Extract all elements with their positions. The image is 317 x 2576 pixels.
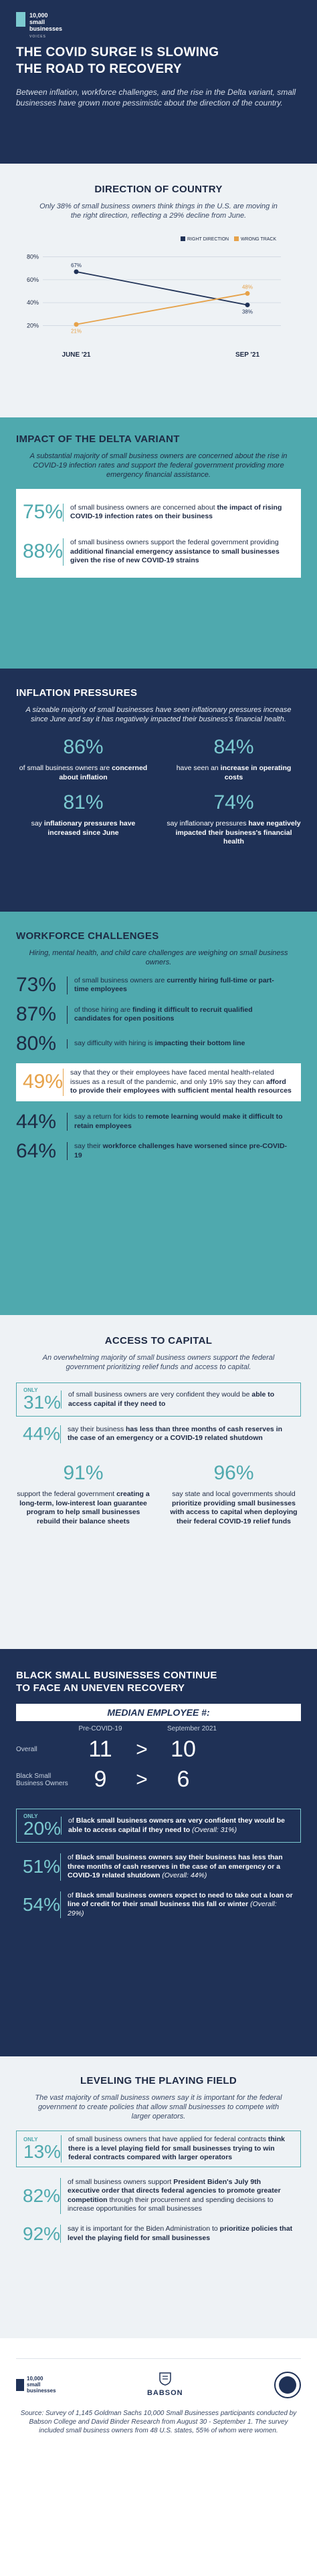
stat-item [167,791,301,847]
stat-percent: 54% [23,1893,61,1915]
stat-item [16,1003,301,1026]
logo-sub: VOICES [29,35,46,39]
x-tick-label: SEP '21 [235,351,260,359]
stat-text: of Black small business owners expect to need to take out a loan or line of credit for their small business this fall or winter (Overall: 29%) [60,1891,294,1919]
legend-swatch [234,236,239,241]
stat-percent: 51% [23,1856,61,1877]
stat-item [16,1033,301,1055]
stat-text: support the federal government creating a long-term, low-interest loan guarantee program to help small businesses rebuild their balance sheets [17,1490,150,1525]
section-title: DIRECTION OF COUNTRY [94,184,223,195]
data-label: 21% [70,328,82,335]
stat-percent: 84% [213,736,254,758]
y-tick-label: 80% [26,253,39,260]
stat-percent: 91% [63,1462,104,1484]
median-title: MEDIAN EMPLOYEE #: [16,1704,301,1721]
workforce-section [0,912,317,1315]
section-title: INFLATION PRESSURES [16,687,138,699]
logo-line: small [29,19,45,25]
stat-percent: 31% [23,1392,62,1413]
access-section [0,1315,317,1649]
series-line [76,293,247,324]
goldman-sachs-logo: 10,000 small businesses [16,2376,56,2394]
section-title: WORKFORCE CHALLENGES [16,930,159,942]
delta-stats [16,489,301,578]
header [0,0,317,164]
y-tick-label: 20% [26,322,39,329]
y-tick-label: 40% [26,299,39,307]
stat-text: say inflationary pressures have increased since June [31,819,136,837]
footer [0,2338,317,2576]
stat-percent: 88% [23,540,64,563]
access-grid [16,1462,301,1526]
stat-item [16,1111,301,1133]
only-label: ONLY [23,1387,38,1393]
data-point [245,291,250,296]
stat-item [16,791,150,847]
stat-percent: 20% [23,1818,62,1839]
delta-section [0,417,317,669]
series-line [76,272,247,305]
stat-percent: 86% [63,736,104,758]
stat-text: say it is important for the Biden Administration to prioritize policies that level the playing field for small businesses [60,2225,294,2243]
stat-text: of Black small business owners say their business has less than three months of cash reserves in the case of an emergency or a COVID-19 related shutdown (Overall: 44%) [60,1853,294,1881]
median-row: Overall 11 > 10 [16,1736,196,1762]
data-point [245,303,250,307]
stat-item [16,2178,301,2214]
section-intro: An overwhelming majority of small business owners support the federal government prioritizing relief funds and access to capital. [42,1354,275,1371]
stat-text: have seen an increase in operating costs [176,764,292,781]
section-title: BLACK SMALL BUSINESSES CONTINUE TO FACE AN UNEVEN RECOVERY [16,1670,217,1694]
stat-text: say difficulty with hiring is impacting their bottom line [67,1039,288,1049]
legend-label: WRONG TRACK [241,237,277,242]
stat-text: of small business owners support the federal government providing additional financial emergency assistance to small businesses given the rise of new COVID-19 strains [63,538,294,566]
circle-seal-icon [279,2376,296,2394]
logo-mark-icon [16,2379,24,2391]
x-tick-label: JUNE '21 [62,351,91,359]
stat-item [16,1425,301,1443]
stat-item [167,1462,301,1526]
stat-item [16,1140,301,1163]
only-label: ONLY [23,1813,38,1819]
data-point [74,322,79,327]
stat-text: of small business owners are currently hiring full-time or part-time employees [67,976,288,994]
stat-item [16,1809,301,1843]
stat-text: say their business has less than three months of cash reserves in the case of an emergency or a COVID-19 related shutdown [60,1425,294,1443]
section-title: LEVELING THE PLAYING FIELD [80,2075,237,2086]
logo-line: 10,000 [29,12,48,19]
section-intro: A sizeable majority of small businesses have seen inflationary pressures increase since June and say it has negatively impacted their business's financial health. [25,706,292,723]
stat-item [16,736,150,782]
stat-percent: 44% [23,1423,61,1444]
stat-text: of small business owners are very confident they would be able to access capital if they need to [61,1391,294,1409]
partner-logos [16,2358,301,2398]
section-title: ACCESS TO CAPITAL [104,1335,213,1346]
data-label: 67% [70,262,82,268]
stat-text: of small business owners are concerned about inflation [19,764,148,781]
stat-percent: 96% [213,1462,254,1484]
stat-item [16,974,301,996]
stat-item [167,736,301,782]
babson-logo: BABSON [147,2372,183,2397]
stat-percent: 82% [23,2185,61,2206]
data-label: 38% [241,309,253,315]
legend-label: RIGHT DIRECTION [187,237,229,242]
stat-percent: 74% [213,791,254,813]
section-intro: Only 38% of small business owners think things in the U.S. are moving in the right direction, reflecting a 29% decline from June. [39,202,278,220]
stat-text: of small business owners support President Biden's July 9th executive order that directs federal agencies to promote greater competition through their procurement and spending decisions to increase opportunities for small businesses [60,2178,294,2214]
stat-percent: 75% [23,501,64,523]
median-header: Pre-COVID-19 September 2021 [78,1725,217,1732]
black-business-section [0,1649,317,2056]
inflation-stats [16,736,301,847]
stat-item [16,534,301,570]
section-intro: The vast majority of small business owners say it is important for the federal government to create policies that allow small businesses to compete with larger operators. [35,2094,282,2121]
inflation-section [0,669,317,912]
median-row: Black Small Business Owners 9 > 6 [16,1767,190,1792]
page-title [16,44,301,77]
stat-text: of Black small business owners are very confident they would be able to access capital if they need to (Overall: 31%) [61,1817,294,1835]
highlight-stat [16,1063,301,1101]
stat-percent: 64% [16,1139,57,1162]
stat-percent: 44% [16,1110,57,1133]
stat-item [16,1383,301,1417]
stat-text: say a return for kids to remote learning would make it difficult to retain employees [67,1113,288,1131]
logo [16,12,301,39]
stat-text: of small business owners that have applied for federal contracts think there is a level playing field for small businesses trying to win federal contracts compared with larger operators [61,2135,294,2163]
logo-mark-icon [16,12,25,27]
stat-item [16,2131,301,2167]
header-intro: Between inflation, workforce challenges, and the rise in the Delta variant, small businesses have grown more pessimistic about the direction of the country. [16,87,296,108]
data-point [74,269,79,274]
leveling-section [0,2056,317,2338]
title-line: THE COVID SURGE IS SLOWING [16,45,219,59]
stat-item [16,1462,150,1526]
stat-percent: 87% [16,1003,57,1025]
stat-text: say their workforce challenges have worsened since pre-COVID-19 [67,1142,288,1160]
stat-item [16,1891,301,1919]
stat-text: say state and local governments should prioritize providing small businesses with access to capital when deploying their federal COVID-19 relief funds [170,1490,298,1525]
stat-item [16,2225,301,2243]
direction-section [0,164,317,417]
line-chart [16,231,301,371]
stat-percent: 81% [63,791,104,813]
stat-percent: 13% [23,2141,62,2162]
direction-chart [16,231,301,375]
stat-percent: 49% [23,1071,64,1093]
stat-text: of those hiring are finding it difficult to recruit qualified candidates for open positions [67,1006,288,1024]
section-title: IMPACT OF THE DELTA VARIANT [16,433,180,445]
section-intro: Hiring, mental health, and child care challenges are weighing on small business owners. [29,949,288,966]
section-intro: A substantial majority of small business owners are concerned about the rise in COVID-19 infection rates and support the federal government providing more emergency financial assistance. [29,452,288,479]
stat-text: say inflationary pressures have negatively impacted their business's financial health [167,819,301,846]
crest-icon [159,2372,171,2386]
stat-percent: 80% [16,1033,57,1055]
y-tick-label: 60% [26,276,39,283]
source-note: Source: Survey of 1,145 Goldman Sachs 10,000 Small Businesses participants conducted by Babson College and David Binder Research from August 30 - September 1. The survey included small business owners from 48 U.S. states, 55% of whom were women. [20,2410,297,2434]
stat-item [16,1853,301,1881]
stat-text: say that they or their employees have faced mental health-related issues as a result of the pandemic, and only 19% say they can afford to provide their employees with sufficient mental health resources [63,1069,294,1096]
stat-item [16,497,301,528]
legend-swatch [181,236,185,241]
title-line: THE ROAD TO RECOVERY [16,62,182,76]
stat-percent: 73% [16,974,57,996]
only-label: ONLY [23,2136,38,2143]
logo-line: businesses [29,25,63,32]
data-label: 48% [241,284,253,291]
research-logo [274,2372,301,2398]
stat-percent: 92% [23,2223,61,2244]
stat-text: of small business owners are concerned about the impact of rising COVID-19 infection rates on their business [63,504,294,522]
